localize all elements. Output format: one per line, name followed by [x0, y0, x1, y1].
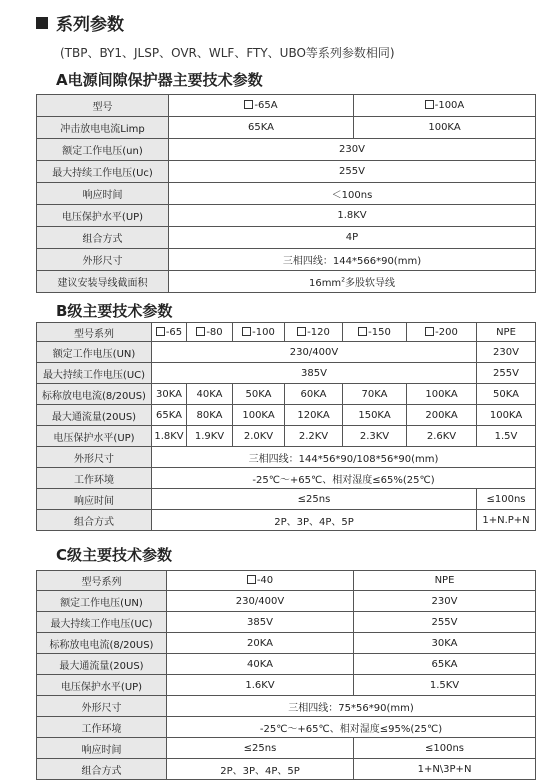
table-row — [37, 271, 536, 293]
value-cell: ＜100ns — [169, 183, 536, 205]
value-cell: 385V — [167, 612, 354, 633]
table-row — [37, 384, 536, 405]
value-cell: 120KA — [285, 405, 343, 426]
row-label: 响应时间 — [37, 489, 152, 510]
checkbox-square-icon — [242, 327, 251, 336]
value-cell: -25℃～+65℃、相对湿度≤95%(25℃) — [167, 717, 536, 738]
table-row — [37, 249, 536, 271]
row-label: 最大持续工作电压(UC) — [37, 612, 167, 633]
row-label: 额定工作电压(UN) — [37, 342, 152, 363]
row-label: 电压保护水平(UP) — [37, 426, 152, 447]
table-row — [37, 161, 536, 183]
table-row — [37, 227, 536, 249]
table-row — [37, 205, 536, 227]
table-row — [37, 759, 536, 780]
row-label: 电压保护水平(UP) — [37, 205, 169, 227]
table-row — [37, 117, 536, 139]
series-note: (TBP、BY1、JLSP、OVR、WLF、FTY、UBO等系列参数相同) — [60, 46, 395, 60]
table-row — [37, 654, 536, 675]
row-label: 响应时间 — [37, 183, 169, 205]
value-cell: 30KA — [152, 384, 187, 405]
table-row — [37, 183, 536, 205]
value-cell: 230/400V — [167, 591, 354, 612]
value-cell: 255V — [354, 612, 536, 633]
value-cell: ≤25ns — [167, 738, 354, 759]
row-label: 组合方式 — [37, 227, 169, 249]
npe-cell: NPE — [477, 323, 536, 342]
value-cell: 100KA — [233, 405, 285, 426]
value-cell: 65KA — [169, 117, 354, 139]
model-cell: -40 — [167, 571, 354, 591]
value-cell: 70KA — [343, 384, 407, 405]
row-label: 额定工作电压(UN) — [37, 591, 167, 612]
checkbox-square-icon — [247, 575, 256, 584]
row-label: 额定工作电压(un) — [37, 139, 169, 161]
model-cell: -80 — [187, 323, 233, 342]
table-row — [37, 696, 536, 717]
checkbox-square-icon — [244, 100, 253, 109]
npe-cell: ≤100ns — [477, 489, 536, 510]
table-a-title: A电源间隙保护器主要技术参数 — [56, 71, 263, 89]
table-row — [37, 571, 536, 591]
npe-cell: 1+N.P+N — [477, 510, 536, 531]
row-label: 电压保护水平(UP) — [37, 675, 167, 696]
row-label: 最大持续工作电压(UC) — [37, 363, 152, 384]
table-row — [37, 591, 536, 612]
heading-text: 系列参数 — [56, 15, 124, 35]
table-c-title: C级主要技术参数 — [56, 546, 173, 564]
table-c — [36, 570, 536, 780]
square-bullet-icon — [36, 17, 48, 29]
table-row — [37, 447, 536, 468]
row-label: 组合方式 — [37, 759, 167, 780]
table-row — [37, 489, 536, 510]
model-cell: -200 — [407, 323, 477, 342]
table-row — [37, 633, 536, 654]
value-cell: 1+N\3P+N — [354, 759, 536, 780]
value-cell: 三相四线：144*56*90/108*56*90(mm) — [152, 447, 536, 468]
row-label: 建议安装导线截面积 — [37, 271, 169, 293]
value-cell: 2.3KV — [343, 426, 407, 447]
value-cell: ≤100ns — [354, 738, 536, 759]
value-cell: 200KA — [407, 405, 477, 426]
npe-cell: 230V — [477, 342, 536, 363]
value-cell: 4P — [169, 227, 536, 249]
checkbox-square-icon — [425, 100, 434, 109]
npe-cell: NPE — [354, 571, 536, 591]
value-cell: 30KA — [354, 633, 536, 654]
value-cell: 40KA — [187, 384, 233, 405]
checkbox-square-icon — [358, 327, 367, 336]
row-label: 标称放电电流(8/20US) — [37, 633, 167, 654]
table-row — [37, 510, 536, 531]
value-cell: 2.2KV — [285, 426, 343, 447]
checkbox-square-icon — [156, 327, 165, 336]
row-label: 最大通流量(20US) — [37, 654, 167, 675]
table-row — [37, 717, 536, 738]
row-label: 外形尺寸 — [37, 447, 152, 468]
npe-cell: 100KA — [477, 405, 536, 426]
table-row — [37, 675, 536, 696]
npe-cell: 255V — [477, 363, 536, 384]
value-cell: 三相四线：144*566*90(mm) — [169, 249, 536, 271]
value-cell: 1.8KV — [152, 426, 187, 447]
table-row — [37, 342, 536, 363]
row-label: 型号系列 — [37, 571, 167, 591]
model-cell: -65 — [152, 323, 187, 342]
value-cell: 100KA — [407, 384, 477, 405]
row-label: 响应时间 — [37, 738, 167, 759]
npe-cell: 1.5V — [477, 426, 536, 447]
checkbox-square-icon — [196, 327, 205, 336]
row-label: 型号 — [37, 95, 169, 117]
value-cell: 三相四线：75*56*90(mm) — [167, 696, 536, 717]
table-row — [37, 95, 536, 117]
value-cell: 60KA — [285, 384, 343, 405]
table-row — [37, 405, 536, 426]
value-cell: 1.8KV — [169, 205, 536, 227]
value-cell: 385V — [152, 363, 477, 384]
value-cell: 150KA — [343, 405, 407, 426]
value-cell: 65KA — [354, 654, 536, 675]
value-cell: 40KA — [167, 654, 354, 675]
value-cell: 255V — [169, 161, 536, 183]
value-cell: 1.9KV — [187, 426, 233, 447]
row-label: 外形尺寸 — [37, 249, 169, 271]
model-cell: -100A — [354, 95, 536, 117]
value-cell: 1.6KV — [167, 675, 354, 696]
value-cell: 230V — [354, 591, 536, 612]
value-cell: 1.5KV — [354, 675, 536, 696]
row-label: 最大持续工作电压(Uc) — [37, 161, 169, 183]
value-cell: 230/400V — [152, 342, 477, 363]
checkbox-square-icon — [297, 327, 306, 336]
value-cell: ≤25ns — [152, 489, 477, 510]
value-cell: 2P、3P、4P、5P — [167, 759, 354, 780]
model-cell: -150 — [343, 323, 407, 342]
row-label: 组合方式 — [37, 510, 152, 531]
model-cell: -100 — [233, 323, 285, 342]
row-label: 工作环境 — [37, 717, 167, 738]
value-cell: $16mm^2$多股软导线 — [169, 271, 536, 293]
table-row — [37, 139, 536, 161]
row-label: 标称放电电流(8/20US) — [37, 384, 152, 405]
row-label: 外形尺寸 — [37, 696, 167, 717]
value-cell: 80KA — [187, 405, 233, 426]
table-b — [36, 322, 536, 531]
table-row — [37, 468, 536, 489]
value-cell: 230V — [169, 139, 536, 161]
npe-cell: 50KA — [477, 384, 536, 405]
row-label: 工作环境 — [37, 468, 152, 489]
value-cell: 2.6KV — [407, 426, 477, 447]
value-cell: 20KA — [167, 633, 354, 654]
table-row — [37, 612, 536, 633]
table-row — [37, 426, 536, 447]
row-label: 冲击放电电流Limp — [37, 117, 169, 139]
value-cell: 100KA — [354, 117, 536, 139]
table-row — [37, 363, 536, 384]
checkbox-square-icon — [425, 327, 434, 336]
table-row — [37, 738, 536, 759]
value-cell: 65KA — [152, 405, 187, 426]
section-heading — [36, 10, 124, 35]
model-cell: -65A — [169, 95, 354, 117]
row-label: 最大通流量(20US) — [37, 405, 152, 426]
table-b-title: B级主要技术参数 — [56, 302, 173, 320]
row-label: 型号系列 — [37, 323, 152, 342]
model-cell: -120 — [285, 323, 343, 342]
value-cell: -25℃～+65℃、相对湿度≤65%(25℃) — [152, 468, 536, 489]
table-a — [36, 94, 536, 293]
value-cell: 50KA — [233, 384, 285, 405]
value-cell: 2.0KV — [233, 426, 285, 447]
table-row — [37, 323, 536, 342]
value-cell: 2P、3P、4P、5P — [152, 510, 477, 531]
